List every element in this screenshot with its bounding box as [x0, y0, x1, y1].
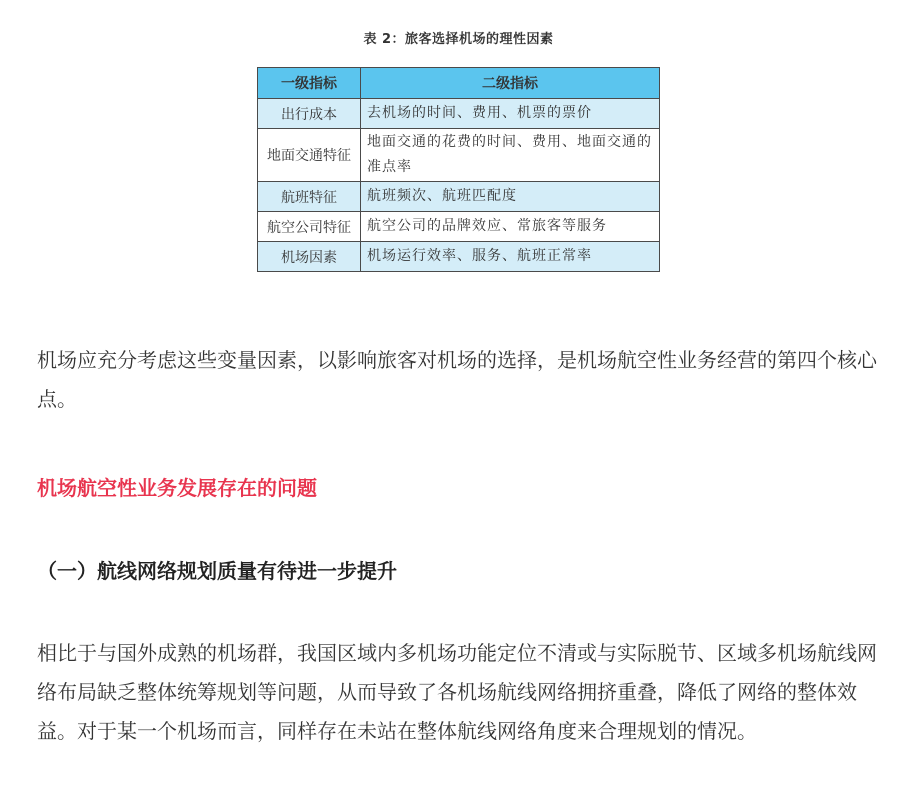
level2-cell: 机场运行效率、服务、航班正常率: [361, 242, 660, 272]
table-row: [258, 242, 660, 272]
header-level2: 二级指标: [361, 68, 660, 99]
level1-cell: 航班特征: [258, 182, 361, 212]
level1-cell: 出行成本: [258, 99, 361, 129]
table-row: [258, 212, 660, 242]
level1-cell: 航空公司特征: [258, 212, 361, 242]
header-level1: 一级指标: [258, 68, 361, 99]
table-caption: 表 2：旅客选择机场的理性因素: [363, 32, 554, 47]
table-row: [258, 129, 660, 182]
section-heading: 机场航空性业务发展存在的问题: [37, 476, 317, 500]
factor-table: [257, 67, 660, 272]
table-header-row: [258, 68, 660, 99]
paragraph-network-planning: 相比于与国外成熟的机场群，我国区域内多机场功能定位不清或与实际脱节、区域多机场航线网络布局缺乏整体统筹规划等问题，从而导致了各机场航线网络拥挤重叠，降低了网络的整体效益。对于某一个机场而言，同样存在未站在整体航线网络角度来合理规划的情况。: [37, 641, 877, 743]
level2-cell: 航空公司的品牌效应、常旅客等服务: [361, 212, 660, 242]
paragraph-core-point: 机场应充分考虑这些变量因素，以影响旅客对机场的选择，是机场航空性业务经营的第四个核心点。: [37, 348, 877, 411]
level2-cell: 航班频次、航班匹配度: [361, 182, 660, 212]
table-row: [258, 99, 660, 129]
level1-cell: 地面交通特征: [258, 129, 361, 182]
sub-heading: （一）航线网络规划质量有待进一步提升: [37, 559, 397, 583]
level2-cell: 地面交通的花费的时间、费用、地面交通的准点率: [361, 129, 660, 182]
level2-cell: 去机场的时间、费用、机票的票价: [361, 99, 660, 129]
table-row: [258, 182, 660, 212]
level1-cell: 机场因素: [258, 242, 361, 272]
